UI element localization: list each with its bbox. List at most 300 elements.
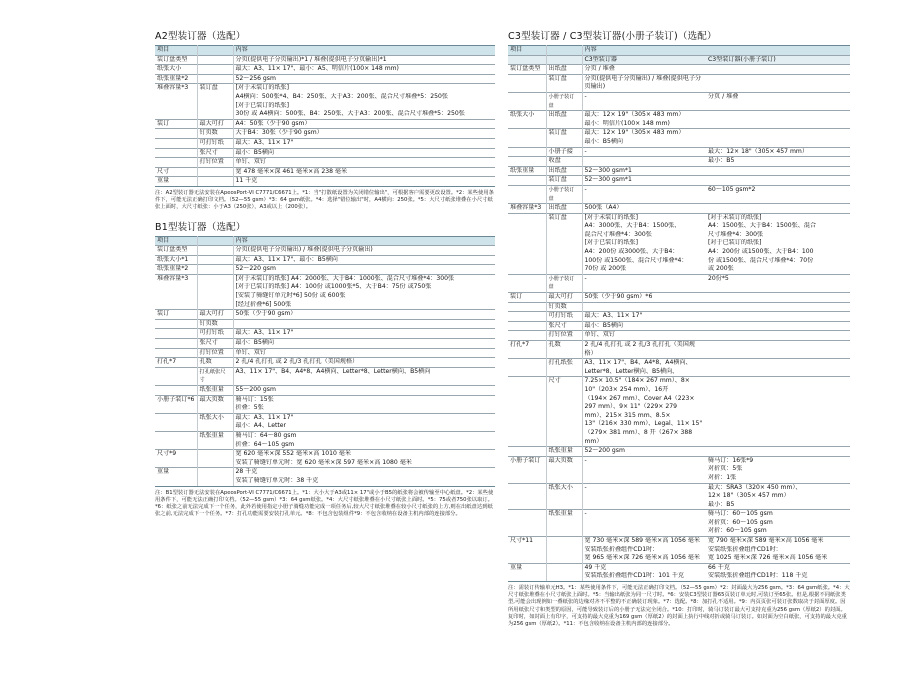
c3-cell — [508, 185, 546, 203]
a2-cell: 可打钉纸 — [197, 138, 233, 148]
b1-cell: 纸张重量*2 — [155, 265, 197, 275]
b1-table-row — [155, 395, 495, 404]
a2-cell — [197, 177, 233, 187]
c3-table-row — [508, 74, 850, 92]
b1-cell — [155, 477, 197, 486]
a2-table-row — [155, 119, 495, 129]
c3-cell — [508, 222, 546, 231]
c3-cell: 最大：12× 19"（305× 483 mm） — [582, 129, 706, 138]
b1-cell: 安装了骑缝钉单元时：38 千克 — [233, 477, 495, 486]
c3-cell — [508, 55, 546, 65]
c3-cell: 最小：明信片(100× 148 mm) — [584, 119, 670, 127]
a2-cell: A4：50张（少于90 gsm） — [233, 119, 495, 129]
b1-table-row — [155, 283, 495, 292]
c3-cell: 对折：1张 — [708, 473, 737, 481]
c3-cell — [508, 239, 546, 248]
a2-table-row — [155, 148, 495, 158]
c3-cell: A4：3000张、大于B4：1500张、 — [584, 222, 681, 230]
c3-table-row — [508, 204, 850, 214]
b1-cell: 纸张大小 — [197, 413, 233, 422]
a2-cell — [197, 102, 233, 111]
c3-cell — [706, 331, 850, 341]
a2-cell — [155, 158, 197, 168]
c3-cell: A4：200份 或1500张、大于B4：100 — [708, 248, 814, 256]
b1-cell: 骑马订：15张 — [233, 395, 495, 404]
c3-cell: 最大页数 — [546, 456, 582, 465]
c3-cell — [546, 474, 582, 483]
c3-cell — [582, 465, 706, 474]
c3-cell: 装订盘 — [546, 74, 582, 92]
c3-table-row — [508, 572, 850, 581]
c3-cell: 52～300 gsm*1 — [582, 166, 706, 176]
b1-cell — [233, 319, 495, 329]
a2-table-row — [155, 102, 495, 111]
c3-cell: 52～300 gsm*1 — [582, 176, 706, 186]
c3-cell — [546, 429, 582, 447]
a2-cell: 堆叠容量*3 — [155, 84, 197, 93]
c3-table-row — [508, 447, 850, 457]
c3-cell: 50张（少于90 gsm）*6 — [582, 293, 706, 303]
c3-cell — [546, 537, 582, 546]
a2-cell: 单钉、双钉 — [233, 158, 495, 168]
b1-cell: 单钉、双钉 — [233, 348, 495, 358]
c3-cell — [508, 465, 546, 474]
c3-cell: 最大：12× 19"（305× 483 mm） — [582, 111, 706, 120]
c3-cell — [706, 447, 850, 457]
c3-table-row — [508, 213, 850, 222]
b1-cell — [155, 422, 197, 431]
b1-cell: 最大：A3、11× 17" — [233, 329, 495, 339]
a2-cell — [155, 129, 197, 139]
c3-cell: A4：1500张、大于B4：1500张、混合 — [708, 222, 817, 230]
b1-cell: 最大页数 — [197, 395, 233, 404]
c3-cell: 出纸盘 — [546, 65, 582, 75]
a2-cell — [197, 110, 233, 119]
b1-cell — [155, 413, 197, 422]
c3-cell: A4：200份 或3000张、大于B4： — [584, 248, 679, 256]
c3-cell: mm）、215× 315 mm、8.5× 13"（216× 330 mm）、Legal、11× 15" — [584, 411, 703, 428]
c3-cell — [546, 519, 582, 528]
c3-cell: 骑马订：16张*9 — [706, 456, 850, 465]
b1-cell: 折叠：64～105 gsm — [235, 440, 295, 448]
b1-table-row — [155, 236, 495, 246]
b1-table-row — [155, 367, 495, 385]
b1-cell — [197, 274, 233, 283]
b1-cell: [对于已装订的纸张] A4：100份 或1000张*5、大于B4：75份 或750张 — [235, 283, 432, 291]
c3-cell: - — [582, 456, 706, 465]
b1-cell: 项目 — [155, 236, 197, 246]
c3-cell — [706, 302, 850, 312]
a2-cell: 项目 — [155, 46, 197, 56]
c3-cell — [508, 412, 546, 429]
b1-table-row — [155, 468, 495, 477]
b1-cell — [197, 441, 233, 450]
b1-cell — [197, 468, 233, 477]
a2-cell — [197, 167, 233, 177]
c3-cell: 内容 — [582, 46, 706, 56]
c3-table-row — [508, 185, 850, 203]
c3-cell — [706, 341, 850, 359]
c3-table-row — [508, 274, 850, 292]
c3-cell — [508, 312, 546, 322]
c3-cell — [508, 213, 546, 222]
a2-cell: 装订盘类型 — [155, 55, 197, 65]
c3-cell — [508, 92, 546, 110]
a2-spec-table — [155, 45, 495, 187]
b1-cell: 宽 620 毫米×深 552 毫米×高 1010 毫米 — [233, 450, 495, 459]
c3-table-row — [508, 129, 850, 138]
c3-cell — [582, 474, 706, 483]
c3-cell: 49 千克 — [582, 563, 706, 572]
c3-table-row — [508, 65, 850, 75]
c3-table-row — [508, 55, 850, 65]
b1-table-row — [155, 292, 495, 301]
b1-cell — [197, 404, 233, 413]
c3-cell — [508, 265, 546, 274]
a2-cell: 纸张重量*2 — [155, 74, 197, 84]
c3-cell — [706, 176, 850, 186]
a2-cell: 最小：B5横向 — [233, 148, 495, 158]
a2-cell — [155, 93, 197, 102]
a2-cell — [197, 46, 233, 56]
b1-cell: 安装了骑缝钉单元时：宽 620 毫米×深 597 毫米×高 1080 毫米 — [235, 458, 412, 466]
c3-cell: 骑马订：60～105 gsm — [706, 510, 850, 519]
c3-cell — [508, 492, 546, 501]
c3-cell — [508, 519, 546, 528]
a2-cell: 纸张大小 — [155, 65, 197, 75]
a2-cell: [对于已装订的纸张] — [235, 101, 290, 109]
c3-cell — [508, 74, 546, 92]
c3-table-row — [508, 157, 850, 167]
c3-cell: 装订盘 — [546, 129, 582, 138]
b1-cell: 装订盘类型 — [155, 246, 197, 256]
c3-table-row — [508, 147, 850, 157]
c3-cell — [508, 129, 546, 138]
c3-cell — [508, 447, 546, 457]
c3-table-row — [508, 377, 850, 395]
c3-cell: 小册子装订盘 — [546, 92, 582, 110]
c3-cell: 最小：B5 — [708, 500, 735, 508]
a2-cell — [197, 93, 233, 102]
c3-cell: （194× 267 mm）、Cover A4（223× 297 mm）、9× 11"（229× 279 — [584, 394, 695, 411]
c3-cell: 宽 790 毫米×深 589 毫米×高 1056 毫米 — [706, 537, 850, 546]
c3-cell — [508, 572, 546, 581]
c3-cell: 装订 — [508, 293, 546, 303]
c3-cell: 出纸盘 — [546, 204, 582, 214]
b1-cell: 骑马订：64～80 gsm — [233, 431, 495, 440]
c3-cell — [508, 257, 546, 266]
c3-cell: 12× 18"（305× 457 mm） — [708, 492, 790, 500]
a2-table-row — [155, 65, 495, 75]
a2-cell: A4横向：500张*4、B4：250张、大于A3：200张、混合尺寸堆叠*5：250张 — [235, 92, 448, 100]
c3-cell: 张尺寸 — [546, 321, 582, 331]
c3-cell: [对于已装订的纸张] — [708, 239, 762, 247]
a2-cell — [155, 148, 197, 158]
a2-cell — [155, 110, 197, 119]
c3-table-row — [508, 412, 850, 429]
c3-cell — [508, 248, 546, 257]
b1-cell: 重量 — [155, 468, 197, 477]
b1-cell: 小册子装订*6 — [155, 395, 197, 404]
c3-cell — [582, 492, 706, 501]
c3-cell: 对折：60～105 gsm — [708, 527, 767, 535]
c3-cell — [706, 46, 850, 56]
c3-table-row — [508, 474, 850, 483]
a2-cell: 30份 或 A4横向：500张、B4：250张、大于A3：200张、混合尺寸堆叠*5：250张 — [235, 110, 465, 118]
c3-cell: [对于未装订的纸张] — [706, 213, 850, 222]
c3-cell: 收盘 — [546, 157, 582, 167]
b1-cell — [155, 339, 197, 349]
c3-cell — [706, 120, 850, 129]
b1-cell: 钉页数 — [197, 319, 233, 329]
c3-cell: 最大可打 — [546, 293, 582, 303]
c3-cell: 打孔*7 — [508, 341, 546, 359]
b1-table-row — [155, 404, 495, 413]
b1-table-row — [155, 358, 495, 368]
c3-table-row — [508, 166, 850, 176]
c3-cell: 混合尺寸堆叠*4：300张 — [584, 230, 652, 238]
c3-cell: 2 孔/4 孔打孔 或 2 孔/3 孔打孔（美国规格） — [582, 341, 706, 359]
c3-cell: 分页 / 堆叠 — [582, 65, 706, 75]
c3-cell: （279× 381 mm）、8 开（267× 388 mm） — [584, 428, 693, 445]
c3-spec-table — [508, 45, 850, 582]
c3-cell — [546, 465, 582, 474]
c3-table-row — [508, 302, 850, 312]
c3-table-row — [508, 46, 850, 56]
b1-cell: 纸张重量 — [197, 431, 233, 440]
c3-cell — [508, 395, 546, 412]
b1-cell — [155, 367, 197, 385]
c3-cell — [546, 395, 582, 412]
c3-table-row — [508, 248, 850, 257]
c3-cell — [582, 519, 706, 528]
c3-cell — [508, 231, 546, 240]
c3-cell — [508, 138, 546, 147]
a2-table-row — [155, 110, 495, 119]
a2-table-row — [155, 46, 495, 56]
a2-cell: 宽 478 毫米×深 461 毫米×高 238 毫米 — [233, 167, 495, 177]
b1-cell — [197, 255, 233, 265]
c3-table-row — [508, 321, 850, 331]
c3-cell: 打孔纸张 — [546, 359, 582, 377]
c3-cell: - — [582, 147, 706, 157]
a2-cell: 最大：A3、11× 17"、最小：A5、明信片(100× 148 mm) — [233, 65, 495, 75]
a2-cell — [197, 74, 233, 84]
a2-cell: 最大可打 — [197, 119, 233, 129]
b1-cell — [155, 301, 197, 310]
c3-table-row — [508, 265, 850, 274]
b1-table-row — [155, 319, 495, 329]
b1-table-row — [155, 310, 495, 320]
c3-cell — [706, 293, 850, 303]
c3-cell — [706, 377, 850, 395]
c3-cell — [546, 546, 582, 555]
c3-cell: 纸张重量 — [546, 447, 582, 457]
c3-cell: 钉页数 — [546, 302, 582, 312]
c3-cell — [508, 501, 546, 510]
c3-cell: 60～105 gsm*2 — [706, 185, 850, 203]
c3-table-row — [508, 120, 850, 129]
a2-cell: 装订 — [155, 119, 197, 129]
a2-table-row — [155, 129, 495, 139]
a2-cell — [197, 65, 233, 75]
c3-cell: 份 或1500张、混合尺寸堆叠*4：70份 — [708, 256, 814, 264]
c3-cell: 分页 / 堆叠 — [706, 92, 850, 110]
c3-cell: - — [582, 274, 706, 292]
b1-cell — [197, 236, 233, 246]
c3-cell — [508, 510, 546, 519]
a2-table-row — [155, 158, 495, 168]
c3-cell: 最小：B5 — [706, 157, 850, 167]
b1-cell: 可打钉纸 — [197, 329, 233, 339]
c3-cell — [582, 157, 706, 167]
b1-cell — [155, 292, 197, 301]
b1-cell: 纸张重量 — [197, 386, 233, 396]
c3-cell: 最小：B5横向 — [584, 137, 624, 145]
c3-cell: [对于已装订的纸张] — [584, 239, 639, 247]
b1-cell: 最小：B5横向 — [233, 339, 495, 349]
a2-section-title: A2型装订器（选配） — [155, 31, 246, 42]
c3-cell: 安装纸张折叠组件CD1时： — [708, 545, 782, 553]
b1-table-row — [155, 301, 495, 310]
c3-cell: 或 200张 — [708, 265, 734, 273]
b1-cell — [197, 301, 233, 310]
c3-cell — [508, 429, 546, 447]
a2-cell: 52～256 gsm — [233, 74, 495, 84]
c3-cell — [546, 501, 582, 510]
a2-cell: 张尺寸 — [197, 148, 233, 158]
c3-cell — [582, 527, 706, 536]
b1-table-row — [155, 477, 495, 486]
b1-cell: 内容 — [233, 236, 495, 246]
b1-section-title: B1型装订器（选配） — [155, 221, 246, 233]
b1-cell: 2 孔/4 孔打孔 或 2 孔/3 孔打孔（美国规格） — [233, 358, 495, 368]
c3-table-row — [508, 176, 850, 186]
c3-cell: 尺寸 — [546, 377, 582, 395]
c3-cell: 宽 965 毫米×深 726 毫米×高 1056 毫米 — [584, 554, 700, 562]
c3-cell: 对折页：5张 — [708, 465, 743, 473]
b1-cell: 打钉位置 — [197, 348, 233, 358]
c3-cell: 项目 — [508, 46, 546, 56]
c3-cell: 70份 或 200张 — [584, 265, 627, 273]
b1-cell: 55～200 gsm — [233, 386, 495, 396]
c3-cell: 7.25× 10.5"（184× 267 mm）、8× 10"（203× 254 mm）、16开 — [582, 377, 706, 395]
c3-cell: A3、11× 17"、B4、A4*8、A4横向、Letter*8、Letter横向、B5横向、 — [582, 359, 706, 377]
c3-cell — [706, 138, 850, 147]
b1-cell: 装订 — [155, 310, 197, 320]
c3-cell — [582, 501, 706, 510]
c3-cell: - — [582, 483, 706, 492]
c3-cell: 纸张大小 — [508, 111, 546, 120]
c3-cell: 纸张大小 — [546, 483, 582, 492]
c3-table-row — [508, 456, 850, 465]
c3-cell — [546, 257, 582, 266]
c3-cell: 小册子装订 — [508, 456, 546, 465]
a2-cell — [155, 138, 197, 148]
b1-table-row — [155, 431, 495, 440]
c3-cell: 装订盘 — [546, 176, 582, 186]
c3-cell — [546, 239, 582, 248]
c3-cell — [546, 527, 582, 536]
b1-cell — [155, 329, 197, 339]
c3-cell: 宽 730 毫米×深 589 毫米×高 1056 毫米 — [582, 537, 706, 546]
c3-cell — [546, 265, 582, 274]
c3-cell: 出纸盘 — [546, 166, 582, 176]
b1-table-row — [155, 265, 495, 275]
c3-cell: 安装纸张折叠组件CD1时：118 千克 — [706, 572, 850, 581]
b1-cell: 分页(提供电子分页输出) / 堆叠(提供电子分页输出) — [233, 246, 495, 256]
a2-cell: 尺寸 — [155, 167, 197, 177]
a2-cell: 重量 — [155, 177, 197, 187]
c3-cell: 孔数 — [546, 341, 582, 359]
a2-table-row — [155, 93, 495, 102]
b1-table-row — [155, 255, 495, 265]
b1-cell — [155, 431, 197, 440]
c3-cell — [508, 302, 546, 312]
b1-cell — [155, 283, 197, 292]
c3-table-row — [508, 293, 850, 303]
a2-table-row — [155, 177, 495, 187]
c3-cell: 对折页：60～105 gsm — [708, 518, 773, 526]
b1-cell: [对于未装订的纸张] A4：2000张、大于B4：1000张、混合尺寸堆叠*4：300张 — [233, 274, 495, 283]
c3-cell: 20份*5 — [706, 274, 850, 292]
c3-cell — [508, 554, 546, 563]
b1-cell — [197, 265, 233, 275]
b1-table-row — [155, 329, 495, 339]
c3-table-row — [508, 239, 850, 248]
c3-cell — [508, 527, 546, 536]
c3-cell — [546, 55, 582, 65]
b1-cell: 尺寸*9 — [155, 450, 197, 459]
c3-cell — [546, 46, 582, 56]
c3-cell: 装订盘 — [546, 213, 582, 222]
b1-cell: 最大：A3、11× 17" — [233, 413, 495, 422]
c3-cell: 安装纸张折叠组件CD1时： — [584, 545, 659, 553]
c3-cell: 宽 1025 毫米×深 726 毫米×高 1056 毫米 — [708, 554, 828, 562]
b1-table-row — [155, 274, 495, 283]
a2-cell — [155, 102, 197, 111]
c3-table-row — [508, 231, 850, 240]
c3-cell — [706, 204, 850, 214]
c3-cell — [546, 138, 582, 147]
b1-cell — [155, 404, 197, 413]
b1-cell: 折叠：5张 — [235, 404, 264, 412]
c3-table-row — [508, 312, 850, 322]
c3-cell — [508, 176, 546, 186]
b1-cell — [197, 246, 233, 256]
b1-cell: 张尺寸 — [197, 339, 233, 349]
c3-cell — [546, 554, 582, 563]
c3-notes: 注：需装订传输单元H3。*1：某些使用条件下，可能无法正确打印文档。（52—55 gsm）*2：封面最大为256 gsm。*3：64 gsm纸张。*4：大尺寸纸张堆叠在小尺寸纸张上面时。*5：当输出纸张为同一尺寸时。*6：安装C3型装订器65页装订单元时,可装订至65张。但是,根据不同纸张类型,可能会出现例如一叠纸张的边缘对齐不平整的不正确装订现象。*7：选配。*8：加打孔不适用。*9：内页页张可装订张数取决于封面厚度。因所用纸张尺寸和类型的原因，可能导致装订后的小册子无法完全闭合。*10：打印时，骑马订装订最大可支持克重为256 gsm（厚纸2）的封面。复印时，如封面上有印字，可支持的最大克重为169 gsm（厚纸2）的封面上执行中线对折或骑马订装订。如封面为空白纸张，可支持的最大克重为256 gsm（厚纸2）。*11：不包含收纳在设备主机内部的连接部分。 — [508, 585, 850, 628]
c3-cell: 堆叠容量*3 — [508, 204, 546, 214]
b1-cell: 50张（少于90 gsm） — [233, 310, 495, 320]
b1-table-row — [155, 422, 495, 431]
c3-cell — [582, 302, 706, 312]
c3-table-row — [508, 554, 850, 563]
c3-cell — [508, 147, 546, 157]
b1-cell: A3、11× 17"、B4、A4*8、A4横向、Letter*8、Letter横向、B5横向 — [233, 367, 495, 385]
c3-cell: 最小：B5横向 — [582, 321, 706, 331]
c3-cell — [546, 120, 582, 129]
b1-cell: 孔数 — [197, 358, 233, 368]
b1-cell — [197, 450, 233, 459]
c3-table-row — [508, 359, 850, 377]
c3-cell — [508, 483, 546, 492]
b1-cell — [197, 459, 233, 468]
c3-cell: [对于未装订的纸张] — [582, 213, 706, 222]
b1-notes: 注：B1型装订器无法安装在ApeosPort-VI C7771/C6671上。*1：大小大于A3或11× 17"或小于B5的纸张将会被传输至中心纸盘。*2：某些使用条件下，可能无法正确打印文档。（52—55 gsm）*3：64 gsm纸张。*4：大尺寸纸张堆叠在小尺寸纸张上面时。*5：75或者750张以取订。*6：纸张之前无法完成下一个任务，此外若使用指定小册子骑缝功能完成一项任务后,较大尺寸纸张堆叠在较小尺寸纸张的上方,则在出纸盘达到纸张之前,无法完成下一个任务。*7：打孔功能需要安装打孔单元。*8：不包含包装组件*9：不包含收纳在设备主机内部的连接部分。 — [155, 489, 494, 518]
b1-cell — [197, 422, 233, 431]
